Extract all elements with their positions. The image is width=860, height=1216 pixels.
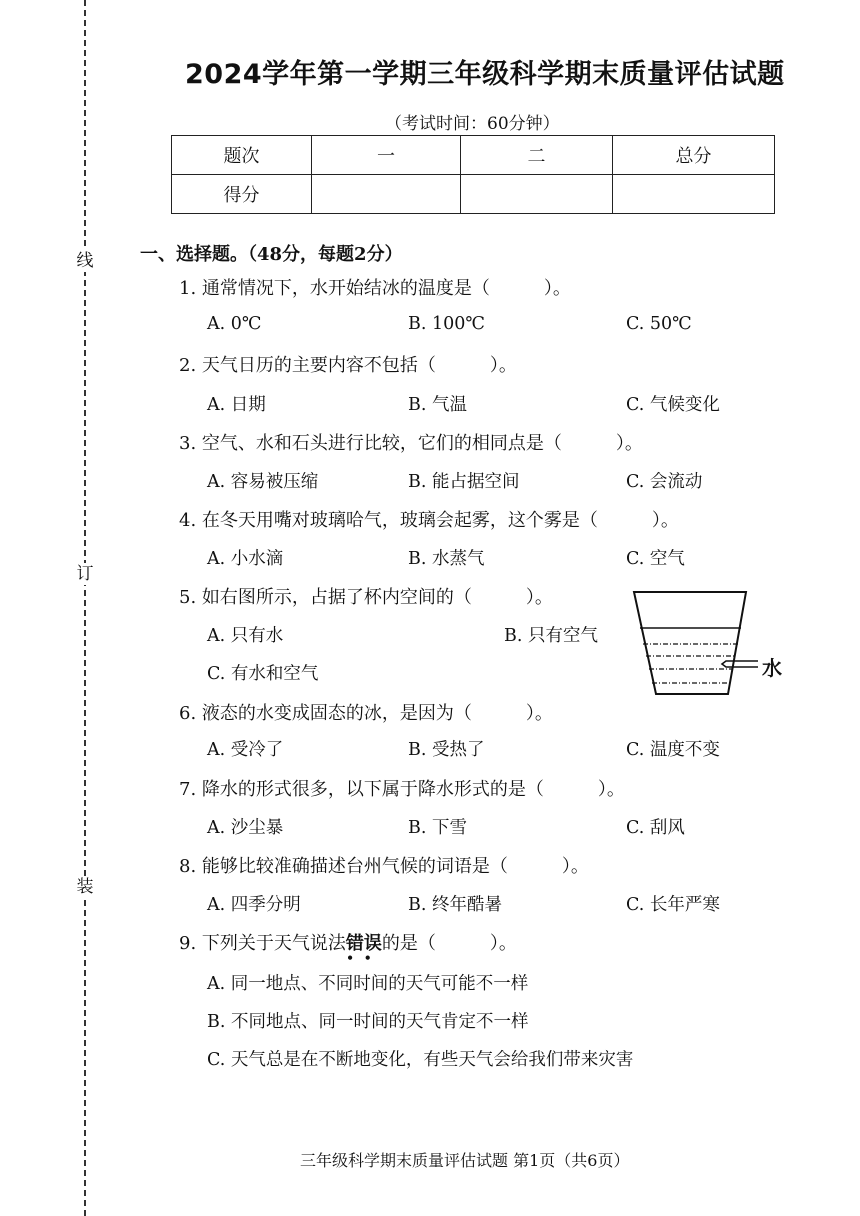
question-6-option-a: A. 受冷了 [207, 740, 284, 760]
question-1-option-b: B. 100℃ [408, 314, 485, 334]
question-1-option-c: C. 50℃ [626, 314, 692, 334]
question-6-stem: 6. 液态的水变成固态的冰，是因为（ ）。 [179, 703, 553, 724]
question-9-option-c: C. 天气总是在不断地变化，有些天气会给我们带来灾害 [207, 1050, 634, 1070]
question-9-stem-pre: 9. 下列关于天气说法 [179, 933, 346, 954]
question-4-option-c: C. 空气 [626, 549, 685, 569]
question-7-stem: 7. 降水的形式很多，以下属于降水形式的是（ ）。 [179, 779, 625, 800]
question-4-stem: 4. 在冬天用嘴对玻璃哈气，玻璃会起雾，这个雾是（ ）。 [179, 510, 679, 531]
question-9-stem [179, 929, 517, 965]
question-8-option-a: A. 四季分明 [207, 895, 301, 915]
question-7-option-a: A. 沙尘暴 [207, 818, 284, 838]
figure-water-label: 水 [762, 656, 782, 680]
score-cell-total[interactable] [613, 175, 775, 214]
section-heading: 一、选择题。（48分，每题2分） [140, 244, 403, 265]
score-table-header-cell: 题次 [172, 136, 312, 175]
binding-dashed-line [84, 0, 86, 1216]
question-9-emphasis-text: 错误 [345, 933, 382, 954]
score-row-label: 得分 [172, 175, 312, 214]
question-5-option-b: B. 只有空气 [504, 626, 598, 646]
cup-figure [630, 588, 760, 700]
question-2-option-c: C. 气候变化 [626, 395, 720, 415]
question-3-option-c: C. 会流动 [626, 472, 703, 492]
question-2-option-a: A. 日期 [207, 395, 266, 415]
exam-duration: （考试时间：60分钟） [385, 114, 560, 134]
question-2-stem: 2. 天气日历的主要内容不包括（ ）。 [179, 355, 517, 376]
binding-char-ding: 订 [74, 563, 96, 585]
question-9-emphasis [345, 933, 382, 965]
score-cell-section-2[interactable] [461, 175, 613, 214]
score-table [171, 135, 775, 214]
question-3-option-b: B. 能占据空间 [408, 472, 520, 492]
question-9-option-a: A. 同一地点、不同时间的天气可能不一样 [207, 974, 529, 994]
question-5-option-a: A. 只有水 [207, 626, 284, 646]
question-8-stem: 8. 能够比较准确描述台州气候的词语是（ ）。 [179, 856, 589, 877]
score-table-header-row [172, 136, 775, 175]
question-8-option-b: B. 终年酷暑 [408, 895, 502, 915]
question-5-option-c: C. 有水和空气 [207, 664, 319, 684]
question-8-option-c: C. 长年严寒 [626, 895, 720, 915]
question-1-option-a: A. 0℃ [207, 314, 262, 334]
score-table-header-cell: 一 [312, 136, 461, 175]
page-footer: 三年级科学期末质量评估试题 第1页（共6页） [300, 1151, 630, 1170]
question-7-option-c: C. 刮风 [626, 818, 685, 838]
score-table-header-cell: 总分 [613, 136, 775, 175]
score-table-header-cell: 二 [461, 136, 613, 175]
score-cell-section-1[interactable] [312, 175, 461, 214]
pointer-arrow-icon [722, 661, 758, 667]
question-6-option-c: C. 温度不变 [626, 740, 720, 760]
emphasis-dots-icon: •• [346, 951, 382, 965]
question-9-stem-post: 的是（ ）。 [381, 933, 517, 954]
question-4-option-b: B. 水蒸气 [408, 549, 485, 569]
binding-char-zhuang: 装 [74, 876, 96, 898]
question-2-option-b: B. 气温 [408, 395, 467, 415]
question-9-option-b: B. 不同地点、同一时间的天气肯定不一样 [207, 1012, 529, 1032]
score-table-score-row [172, 175, 775, 214]
question-7-option-b: B. 下雪 [408, 818, 467, 838]
question-3-option-a: A. 容易被压缩 [207, 472, 319, 492]
question-4-option-a: A. 小水滴 [207, 549, 284, 569]
page-title: 2024学年第一学期三年级科学期末质量评估试题 [185, 59, 785, 90]
cup-outline [634, 592, 746, 694]
binding-char-line: 线 [74, 250, 96, 272]
question-1-stem: 1. 通常情况下，水开始结冰的温度是（ ）。 [179, 278, 571, 299]
question-3-stem: 3. 空气、水和石头进行比较，它们的相同点是（ ）。 [179, 433, 643, 454]
question-6-option-b: B. 受热了 [408, 740, 485, 760]
question-5-stem: 5. 如右图所示，占据了杯内空间的（ ）。 [179, 587, 553, 608]
